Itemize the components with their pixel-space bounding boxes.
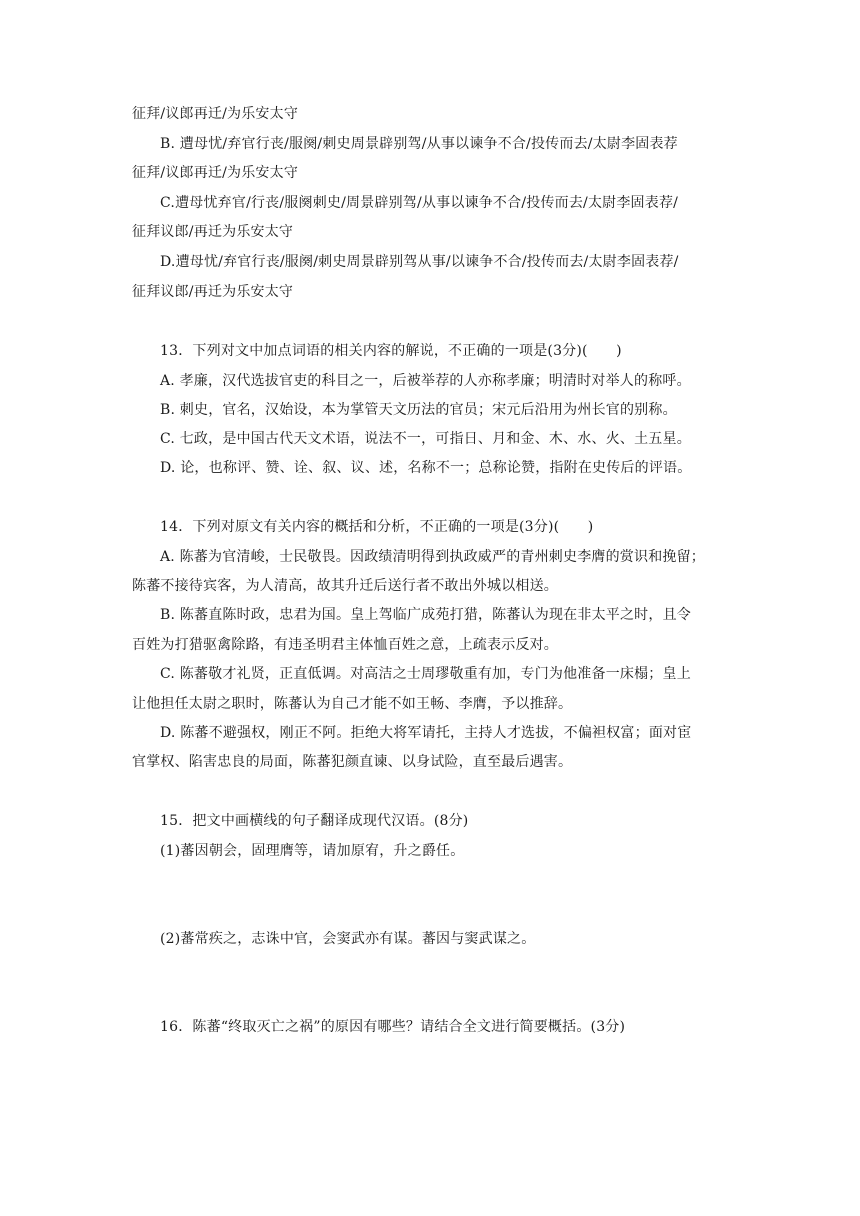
q12-option-d-continuation: 征拜议郎/再迁为乐安太守 [132, 284, 294, 300]
q13-option-d: D. 论，也称评、赞、诠、叙、议、述，名称不一；总称论赞，指附在史传后的评语。 [160, 460, 692, 476]
q12-option-b: B. 遭母忧/弃官行丧/服阕/刺史周景辟别驾/从事以谏争不合/投传而去/太尉李固表荐 [160, 136, 678, 152]
q15-sentence-1: (1)蕃因朝会，固理膺等，请加原宥，升之爵任。 [160, 843, 465, 859]
q13-stem: 13．下列对文中加点词语的相关内容的解说，不正确的一项是(3分)( ) [160, 343, 622, 359]
q14-option-b: B. 陈蕃直陈时政，忠君为国。皇上驾临广成苑打猎，陈蕃认为现在非太平之时，且令 [160, 607, 691, 623]
q14-option-a-continuation: 陈蕃不接待宾客，为人清高，故其升迁后送行者不敢出外城以相送。 [132, 578, 558, 594]
q15-sentence-2: (2)蕃常疾之，志诛中官，会窦武亦有谋。蕃因与窦武谋之。 [160, 931, 536, 947]
q14-option-a: A. 陈蕃为官清峻，士民敬畏。因政绩清明得到执政威严的青州刺史李膺的赏识和挽留； [160, 549, 706, 565]
q15-stem: 15．把文中画横线的句子翻译成现代汉语。(8分) [160, 813, 469, 829]
q12-option-b-continuation: 征拜/议郎再迁/为乐安太守 [132, 165, 299, 181]
q14-option-b-continuation: 百姓为打猎驱禽除路，有违圣明君主体恤百姓之意，上疏表示反对。 [132, 637, 558, 653]
q12-option-d: D.遭母忧/弃官行丧/服阕/刺史周景辟别驾从事/以谏争不合/投传而去/太尉李固表荐/ [160, 254, 679, 270]
q12-option-c: C.遭母忧弃官/行丧/服阕刺史/周景辟别驾/从事以谏争不合/投传而去/太尉李固表荐/ [160, 195, 679, 211]
q14-option-c: C. 陈蕃敬才礼贤，正直低调。对高洁之士周璆敬重有加，专门为他准备一床榻；皇上 [160, 666, 691, 682]
q14-stem: 14．下列对原文有关内容的概括和分析，不正确的一项是(3分)( ) [160, 519, 594, 535]
q13-option-b: B. 刺史，官名，汉始设，本为掌管天文历法的官员；宋元后沿用为州长官的别称。 [160, 402, 677, 418]
q12-option-a-continuation: 征拜/议郎再迁/为乐安太守 [132, 106, 299, 122]
q14-option-d-continuation: 官掌权、陷害忠良的局面，陈蕃犯颜直谏、以身试险，直至最后遇害。 [132, 754, 573, 770]
q14-option-d: D. 陈蕃不避强权，刚正不阿。拒绝大将军请托，主持人才选拔，不偏袒权富；面对宦 [160, 725, 692, 741]
q16-stem: 16．陈蕃“终取灭亡之祸”的原因有哪些？请结合全文进行简要概括。(3分) [160, 1019, 626, 1035]
q13-option-c: C. 七政，是中国古代天文术语，说法不一，可指日、月和金、木、水、火、土五星。 [160, 431, 691, 447]
q14-option-c-continuation: 让他担任太尉之职时，陈蕃认为自己才能不如王畅、李膺，予以推辞。 [132, 696, 573, 712]
q12-option-c-continuation: 征拜议郎/再迁为乐安太守 [132, 224, 294, 240]
q13-option-a: A. 孝廉，汉代选拔官吏的科目之一，后被举荐的人亦称孝廉；明清时对举人的称呼。 [160, 373, 691, 389]
